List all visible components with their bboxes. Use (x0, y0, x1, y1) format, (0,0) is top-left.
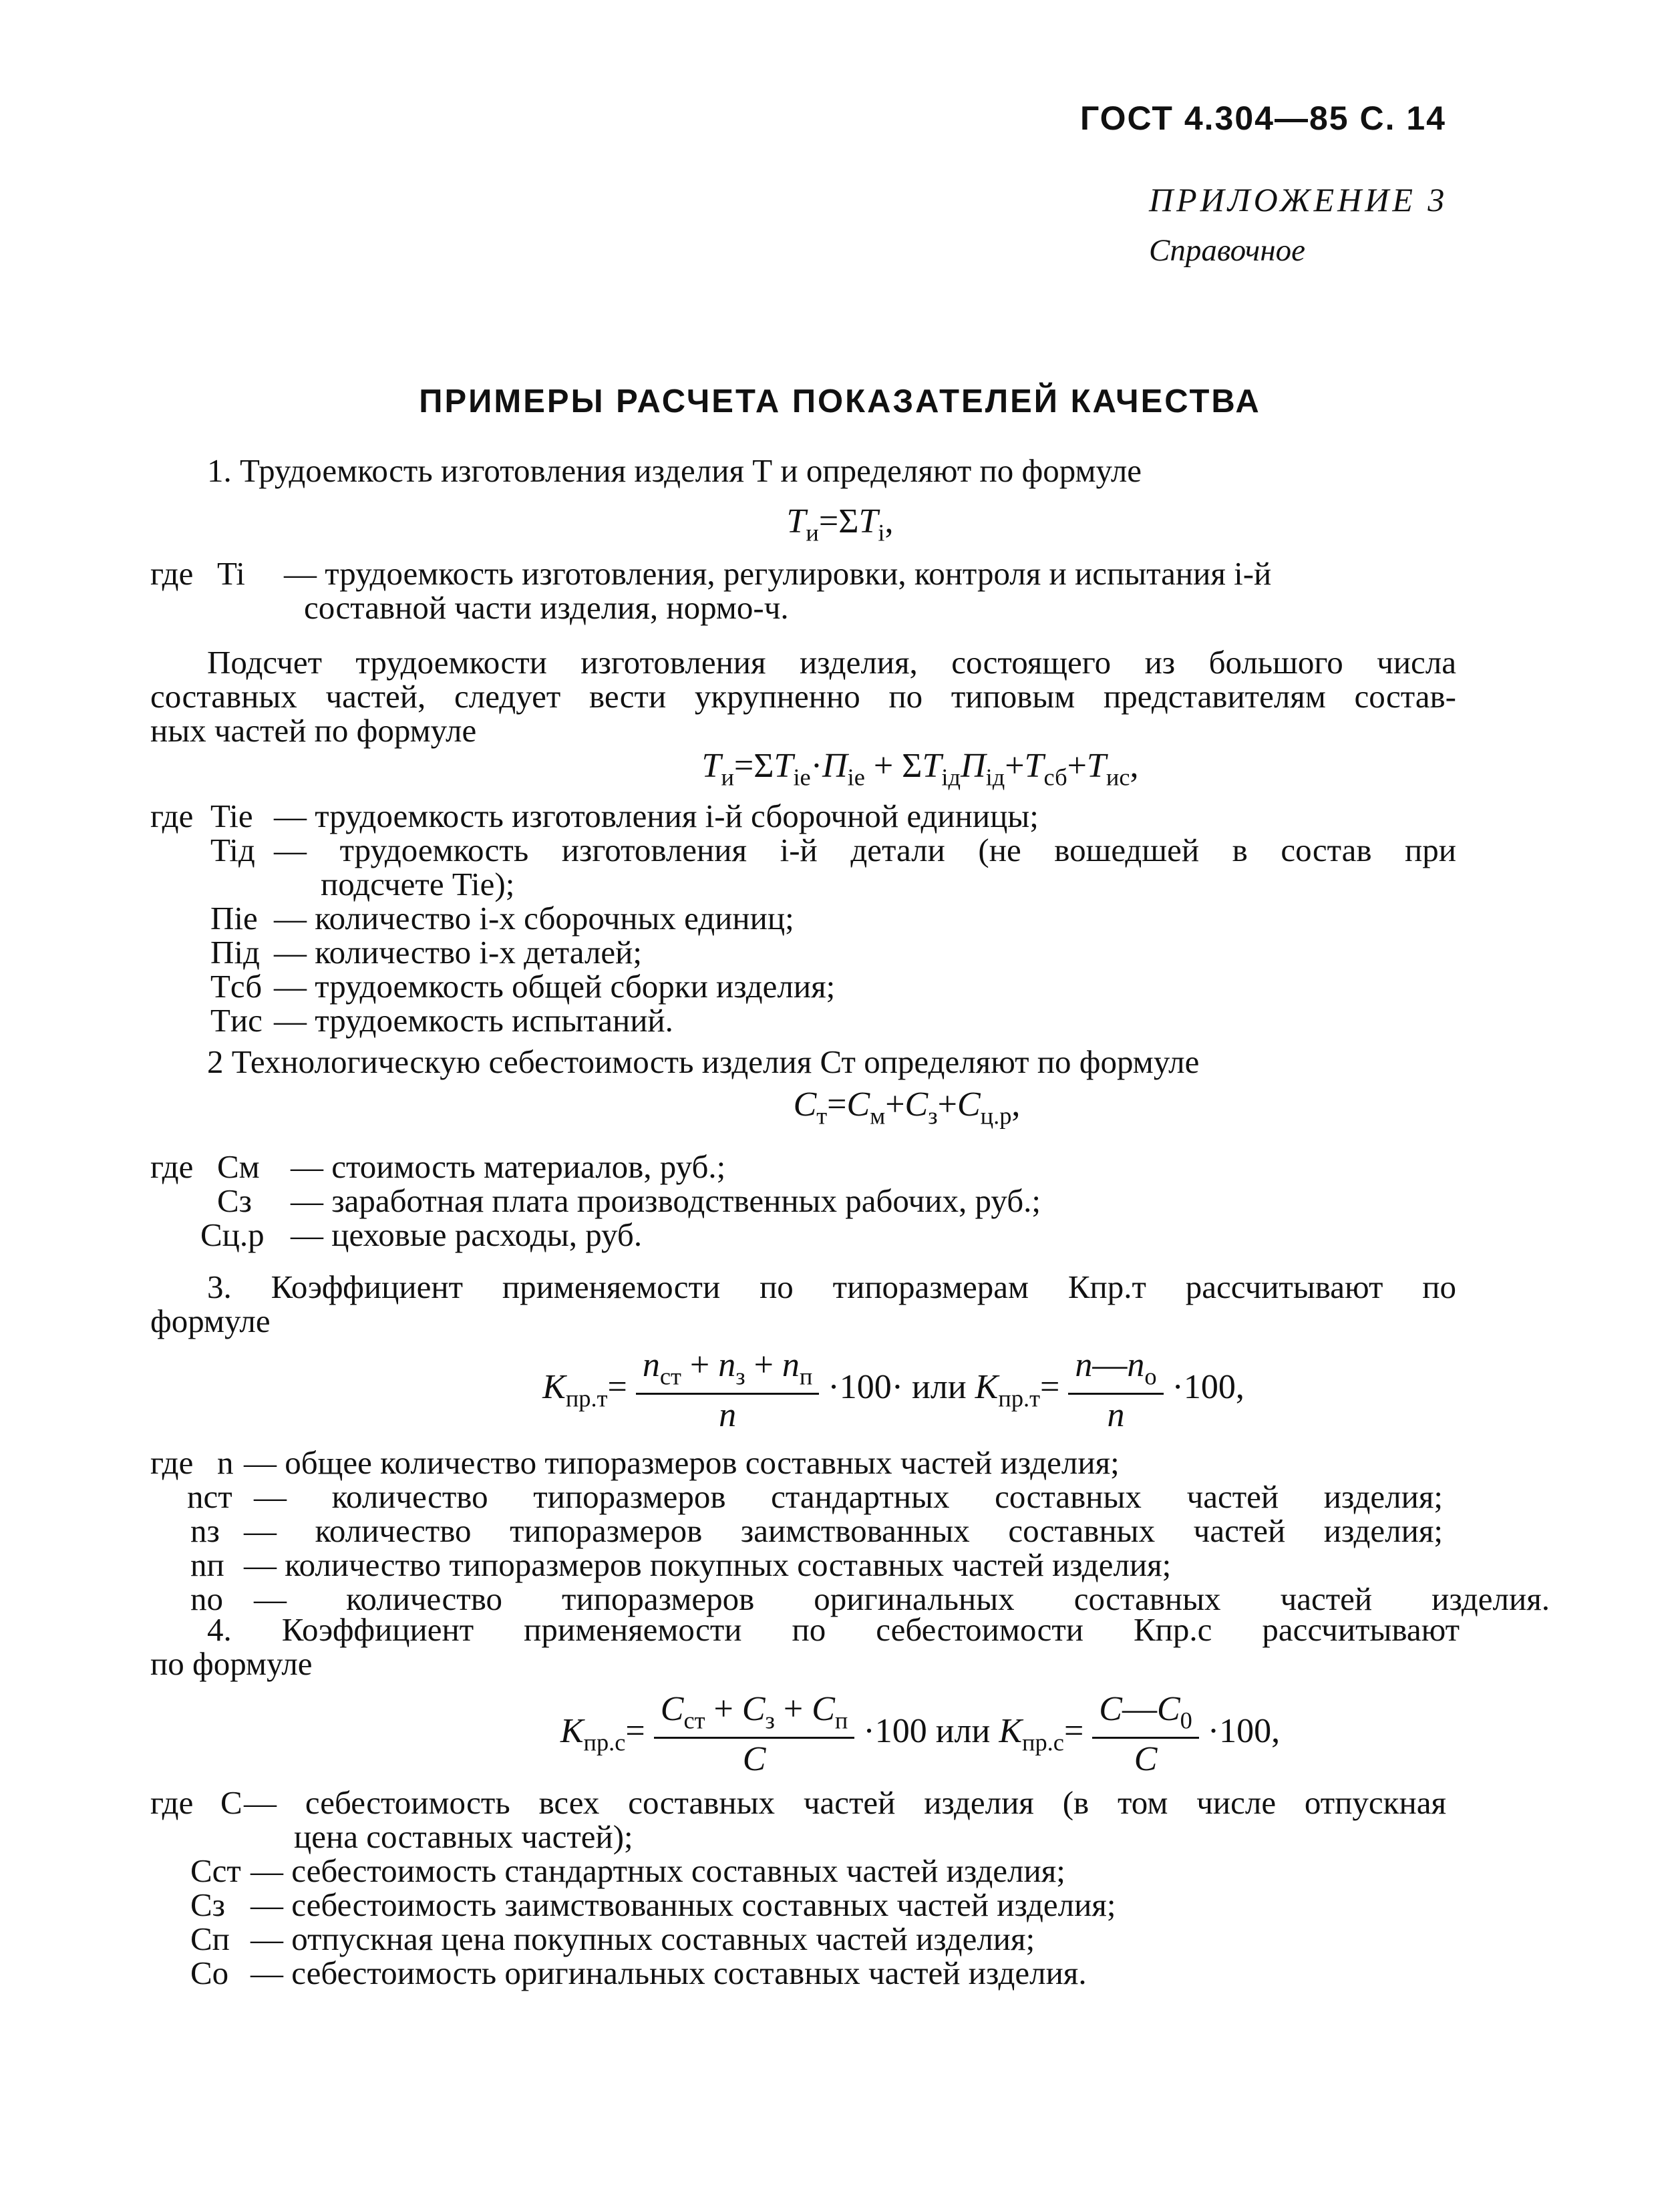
paragraph-line: Подсчет трудоемкости изготовления изделия, состоящего из большого числа (207, 644, 1456, 681)
definition-text: — количество типоразмеров покупных составных частей изделия; (244, 1546, 1172, 1583)
formula-applicability-size: $K_{пр.т}=$ $\frac{n_{ст} + n_з + n_п}{n}$ ·100· или $K_{пр.т}=$ $\frac{n—n_о}{n}$ ·100, (542, 1346, 1244, 1434)
paragraph-line: ных частей по формуле (150, 712, 477, 749)
definition-symbol: Cм (217, 1148, 260, 1185)
definition-symbol: nст (187, 1478, 232, 1515)
section-4-intro (150, 1612, 1460, 1680)
definition-symbol: Cст (190, 1852, 241, 1889)
definition-symbol: C (220, 1784, 242, 1821)
where-label: где (150, 555, 194, 592)
definition-text: — отпускная цена покупных составных частей изделия; (250, 1920, 1035, 1957)
where-label: где (150, 1784, 194, 1821)
definition-symbol: nо (190, 1580, 223, 1617)
definition-text: — стоимость материалов, руб.; (291, 1148, 726, 1185)
definition-text: составной части изделия, нормо-ч. (304, 589, 789, 626)
definition-text: — количество i-х деталей; (274, 934, 643, 971)
definition-symbol: n (217, 1444, 234, 1481)
definition-text: — количество типоразмеров оригинальных составных частей изделия. (254, 1580, 1550, 1617)
definition-symbol: Cц.р (200, 1216, 265, 1253)
paragraph-line: 3. Коэффициент применяемости по типоразмерам Кпр.т рассчитывают по (207, 1269, 1456, 1305)
fraction: $\frac{n_{ст} + n_з + n_п}{n}$ (636, 1346, 820, 1434)
definition-symbol: nп (190, 1546, 224, 1583)
definition-symbol: Tис (210, 1002, 263, 1039)
section-1-intro (150, 453, 1456, 487)
definition-text: — трудоемкость изготовления, регулировки, контроля и испытания i-й (284, 555, 1272, 592)
fraction: $\frac{n—n_о}{n}$ (1068, 1346, 1163, 1434)
definition-text: — заработная плата производственных рабочих, руб.; (291, 1182, 1041, 1219)
definition-text: подсчете Tie); (321, 866, 515, 902)
definition-symbol: nз (190, 1512, 220, 1549)
paragraph-line: формуле (150, 1303, 271, 1339)
formula-labor-total: $T_и=\Sigma T_i$, (786, 502, 894, 546)
definition-text: — трудоемкость испытаний. (274, 1002, 673, 1039)
definition-text: — себестоимость заимствованных составных частей изделия; (250, 1886, 1116, 1923)
section-1-paragraph (150, 645, 1456, 747)
appendix-subtitle: Справочное (1149, 233, 1306, 268)
definition-text: — количество типоразмеров стандартных составных частей изделия; (254, 1478, 1443, 1515)
paragraph-line: по формуле (150, 1645, 313, 1682)
definition-text: — себестоимость оригинальных составных частей изделия. (250, 1955, 1087, 1991)
definition-symbol: Пiд (210, 934, 260, 971)
paragraph-line: 4. Коэффициент применяемости по себестоимости Кпр.с рассчитывают (207, 1611, 1460, 1648)
definition-symbol: Cз (217, 1182, 253, 1219)
definition-symbol: Tсб (210, 968, 263, 1005)
where-label: где (150, 1444, 194, 1481)
definition-text: — цеховые расходы, руб. (291, 1216, 643, 1253)
definition-symbol: Cо (190, 1955, 229, 1991)
section-2-intro (150, 1044, 1456, 1078)
definition-text: — количество i-х сборочных единиц; (274, 900, 794, 937)
definition-symbol: Ti (217, 555, 245, 592)
page-header: ГОСТ 4.304—85 С. 14 (1079, 100, 1446, 137)
definition-symbol: Cз (190, 1886, 226, 1923)
definition-text: — себестоимость всех составных частей изделия (в том числе отпускная (244, 1784, 1446, 1821)
where-label: где (150, 1148, 194, 1185)
definition-symbol: Tie (210, 798, 253, 834)
definition-text: — трудоемкость общей сборки изделия; (274, 968, 836, 1005)
section-1-intro-text: 1. Трудоемкость изготовления изделия Т и определяют по формуле (207, 452, 1142, 489)
formula-cost: $C_т=C_м+C_з+C_{ц.р}$, (793, 1085, 1021, 1130)
fraction: $\frac{C—C_0}{C}$ (1092, 1690, 1199, 1778)
definition-symbol: Tiд (210, 832, 255, 868)
formula-applicability-cost: $K_{пр.с}=$ $\frac{C_{ст} + C_з + C_п}{C}$ ·100 или $K_{пр.с}=$ $\frac{C—C_0}{C}$ ·100, (560, 1690, 1281, 1778)
appendix-title: ПРИЛОЖЕНИЕ 3 (1149, 181, 1448, 218)
definition-text: — количество типоразмеров заимствованных составных частей изделия; (244, 1512, 1443, 1549)
definition-text: цена составных частей); (294, 1818, 633, 1855)
fraction: $\frac{C_{ст} + C_з + C_п}{C}$ (654, 1690, 855, 1778)
definition-text: — трудоемкость изготовления i-й сборочной единицы; (274, 798, 1039, 834)
definition-symbol: Cп (190, 1920, 230, 1957)
paragraph-line: составных частей, следует вести укрупненно по типовым представителям состав- (150, 678, 1456, 715)
section-3-intro (150, 1269, 1456, 1337)
definition-text: — общее количество типоразмеров составных частей изделия; (244, 1444, 1120, 1481)
formula-labor-grouped: $T_и=\Sigma T_{ie}\cdot П_{ie} + \Sigma T_{iд}П_{iд}+T_{сб}+T_{ис}$, (701, 747, 1139, 791)
main-title: ПРИМЕРЫ РАСЧЕТА ПОКАЗАТЕЛЕЙ КАЧЕСТВА (419, 383, 1261, 419)
definition-symbol: Пie (210, 900, 258, 937)
definition-text: — трудоемкость изготовления i-й детали (не вошедшей в состав при (274, 832, 1456, 868)
where-label: где (150, 798, 194, 834)
section-2-intro-text: 2 Технологическую себестоимость изделия Ст определяют по формуле (207, 1043, 1200, 1080)
definition-text: — себестоимость стандартных составных частей изделия; (250, 1852, 1065, 1889)
